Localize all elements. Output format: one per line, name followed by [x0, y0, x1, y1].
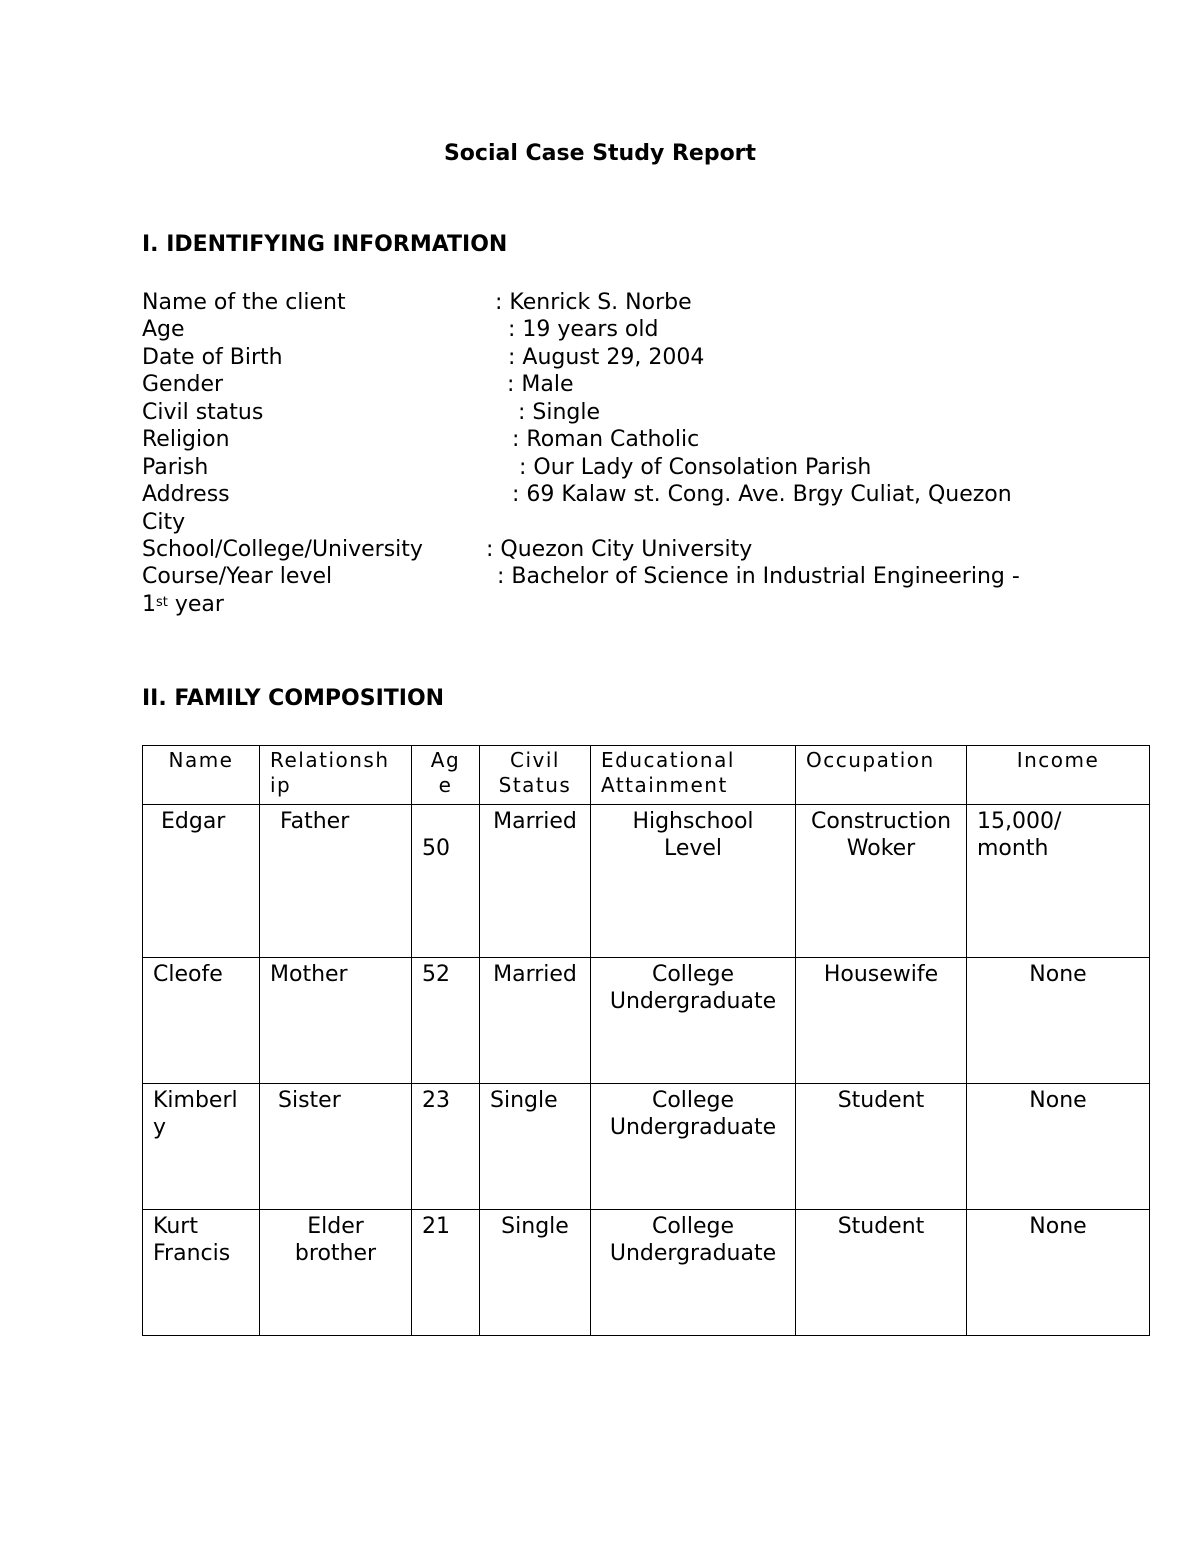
document-title: Social Case Study Report — [443, 141, 757, 166]
cell-civil-status: Single — [480, 1210, 591, 1336]
field-label-parish: Parish — [142, 455, 209, 480]
field-value-age: : 19 years old — [508, 317, 659, 342]
field-label-name: Name of the client — [142, 290, 346, 315]
table-row — [143, 1084, 1150, 1210]
field-label-civil-status: Civil status — [142, 400, 264, 425]
field-value-religion: : Roman Catholic — [512, 427, 700, 452]
column-header-education: Educational Attainment — [591, 746, 796, 805]
field-label-course: Course/Year level — [142, 564, 333, 589]
cell-income: 15,000/ month — [967, 805, 1150, 958]
cell-relationship: Mother — [260, 958, 412, 1084]
cell-age: 50 — [412, 805, 480, 958]
cell-name: Kurt Francis — [143, 1210, 260, 1336]
cell-age: 52 — [412, 958, 480, 1084]
cell-relationship: Sister — [260, 1084, 412, 1210]
field-label-religion: Religion — [142, 427, 230, 452]
field-value-dob: : August 29, 2004 — [508, 345, 705, 370]
column-header-name: Name — [143, 746, 260, 805]
cell-age: 21 — [412, 1210, 480, 1336]
table-row — [143, 805, 1150, 958]
cell-education: College Undergraduate — [591, 1084, 796, 1210]
cell-income: None — [967, 1210, 1150, 1336]
cell-education: Highschool Level — [591, 805, 796, 958]
field-value-civil-status: : Single — [518, 400, 601, 425]
column-header-age: Ag e — [412, 746, 480, 805]
cell-education: College Undergraduate — [591, 958, 796, 1084]
cell-name: Edgar — [143, 805, 260, 958]
cell-relationship: Father — [260, 805, 412, 958]
cell-civil-status: Married — [480, 958, 591, 1084]
family-composition-table — [142, 745, 1150, 1336]
field-label-gender: Gender — [142, 372, 224, 397]
column-header-relationship: Relationsh ip — [260, 746, 412, 805]
field-label-address: Address — [142, 482, 230, 507]
field-value-gender: : Male — [507, 372, 574, 397]
field-label-school: School/College/University — [142, 537, 423, 562]
cell-civil-status: Married — [480, 805, 591, 958]
table-row — [143, 1210, 1150, 1336]
cell-name: Cleofe — [143, 958, 260, 1084]
column-header-civil-status: Civil Status — [480, 746, 591, 805]
table-header-row — [143, 746, 1150, 805]
cell-occupation: Construction Woker — [796, 805, 967, 958]
cell-occupation: Housewife — [796, 958, 967, 1084]
cell-civil-status: Single — [480, 1084, 591, 1210]
column-header-occupation: Occupation — [796, 746, 967, 805]
field-label-dob: Date of Birth — [142, 345, 283, 370]
field-value-address-continuation: City — [142, 510, 186, 535]
field-value-course-continuation: 1st year — [142, 592, 224, 617]
cell-occupation: Student — [796, 1084, 967, 1210]
field-label-age: Age — [142, 317, 185, 342]
cell-occupation: Student — [796, 1210, 967, 1336]
field-value-parish: : Our Lady of Consolation Parish — [519, 455, 872, 480]
section-heading-identifying: I. IDENTIFYING INFORMATION — [142, 232, 508, 257]
field-value-address: : 69 Kalaw st. Cong. Ave. Brgy Culiat, Quezon — [512, 482, 1012, 507]
column-header-income: Income — [967, 746, 1150, 805]
field-value-name: : Kenrick S. Norbe — [495, 290, 692, 315]
cell-income: None — [967, 958, 1150, 1084]
field-value-school: : Quezon City University — [486, 537, 753, 562]
cell-education: College Undergraduate — [591, 1210, 796, 1336]
table-row — [143, 958, 1150, 1084]
field-value-course: : Bachelor of Science in Industrial Engineering - — [497, 564, 1020, 589]
cell-relationship: Elder brother — [260, 1210, 412, 1336]
section-heading-family: II. FAMILY COMPOSITION — [142, 686, 445, 711]
cell-name: Kimberl y — [143, 1084, 260, 1210]
cell-income: None — [967, 1084, 1150, 1210]
cell-age: 23 — [412, 1084, 480, 1210]
